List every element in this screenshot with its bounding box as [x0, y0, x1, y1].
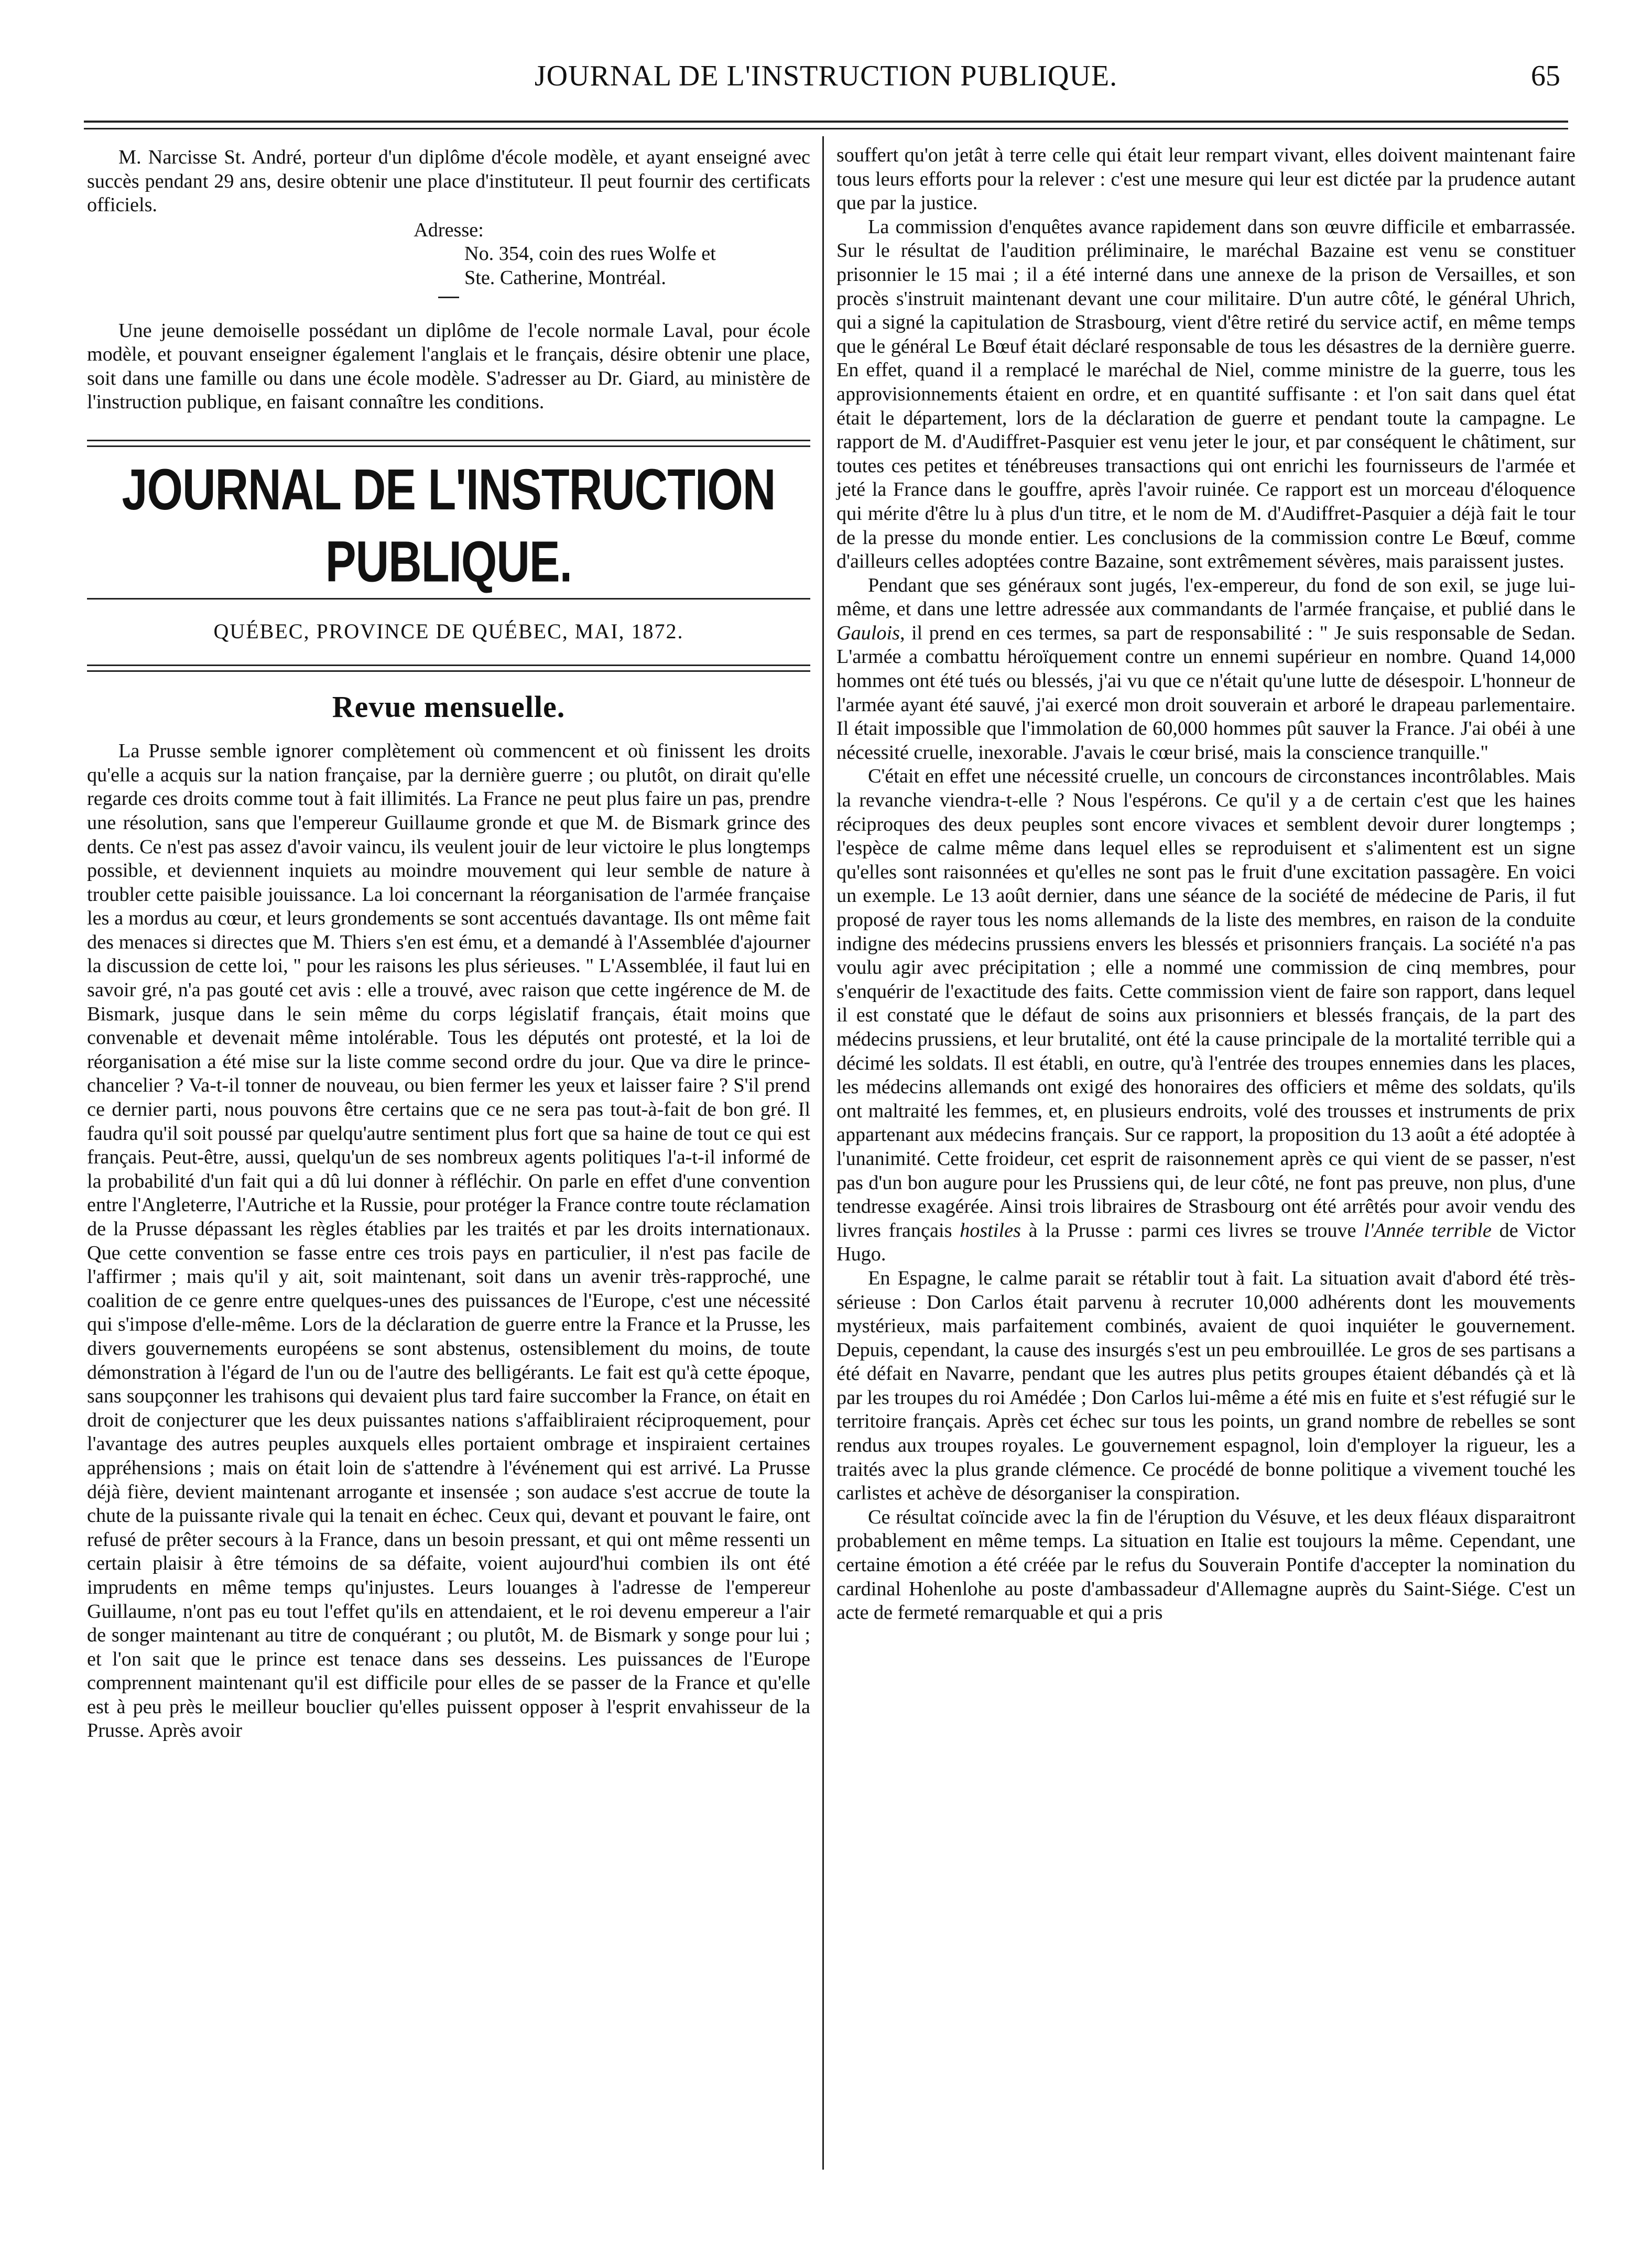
article-paragraph — [836, 574, 1575, 765]
address-line-1: No. 354, coin des rues Wolfe et — [464, 243, 716, 265]
article-paragraph: La Prusse semble ignorer complètement où commencent et où finissent les droits qu'elle a acquis sur la nation française, par la dernière guerre ; ou plutôt, on dirait qu'elle regarde ces droits comme tout à fait illimités. La France ne peut plus faire un pas, prendre une résolution, sans que l'empereur Guillaume gronde et que M. de Bismark grince des dents. Ce n'est pas assez d'avoir vaincu, ils veulent jouir de leur victoire le plus longtemps possible, et deviennent inquiets au moindre mouvement qui leur semble de nature à troubler cette paisible jouissance. La loi concernant la réorganisation de l'armée française les a mordus au cœur, et leurs grondements se sont accentués davantage. Ils ont même fait des menaces si directes que M. Thiers s'en est ému, et a demandé à l'Assemblée d'ajourner la discussion de cette loi, " pour les raisons les plus sérieuses. " L'Assemblée, il faut lui en savoir gré, n'a pas gouté cet avis : elle a trouvé, avec raison que cette ingérence de M. de Bismark, jusque dans le sein même du corps législatif français, était moins que convenable et devenait même intolérable. Tous les députés ont protesté, et la loi de réorganisation a été mise sur la liste comme second ordre du jour. Que va dire le prince-chancelier ? Va-t-il tonner de nouveau, ou bien fermer les yeux et laisser faire ? S'il prend ce dernier parti, nous pouvons être certains que ce ne sera pas tout-à-fait de bon gré. Il faudra qu'il soit poussé par quelqu'autre sentiment plus fort que sa haine de tout ce qui est français. Peut-être, aussi, quelqu'un de ses nombreux agents politiques l'a-t-il informé de la probabilité d'un fait qui a dû lui donner à réfléchir. On parle en effet d'une convention entre l'Angleterre, l'Autriche et la Russie, pour protéger la France contre toute réclamation de la Prusse dépassant les règles établies par les traités et par les droits internationaux. Que cette convention se fasse entre ces trois pays en particulier, il n'est pas facile de l'affirmer ; mais qu'il y ait, soit maintenant, soit dans un avenir très-rapproché, une coalition de ce genre entre quelques-unes des puissances de l'Europe, c'est une nécessité qui s'impose d'elle-même. Lors de la déclaration de guerre entre la France et la Prusse, les divers gouvernements européens se sont abstenus, ostensiblement du moins, de toute démonstration à l'égard de l'un ou de l'autre des belligérants. Le fait est qu'à cette époque, sans soupçonner les trahisons qui devaient plus tard faire succomber la France, on était en droit de conjecturer que les deux puissantes nations s'affaibliraient réciproquement, pour l'avantage des autres peuples auxquels elles portaient ombrage et inspiraient certaines appréhensions ; mais on était loin de s'attendre à l'événement qui est arrivé. La Prusse déjà fière, devient maintenant arrogante et insensée ; son audace s'est accrue de toute la chute de la puissante rivale qui la tenait en échec. Ceux qui, devant et pouvant le faire, ont refusé de prêter secours à la France, dans un besoin pressant, et qui ont même ressenti un certain plaisir à être témoins de sa défaite, voient aujourd'hui combien ils ont été imprudents en même temps qu'injustes. Leurs louanges à l'adresse de l'empereur Guillaume, n'ont pas eu tout l'effet qu'ils en attendaient, et le roi devenu empereur a l'air de songer maintenant au titre de conquérant ; ou plutôt, M. de Bismark y songe pour lui ; et l'on sait que le prince est tenace dans ses desseins. Les puissances de l'Europe comprennent maintenant qu'il est difficile pour elles de se passer de la France et qu'elle est à peu près le meilleur bouclier qu'elles puissent opposer à l'esprit envahisseur de la Prusse. Après avoir — [87, 740, 810, 1742]
text-run: , il prend en ces termes, sa part de responsabilité : " Je suis responsable de Sedan. L'armée a combattu héroïquement contre un ennemi supérieur en nombre. Quand 14,000 hommes ont été tués ou blessés, j'ai vu que ce n'était qu'une lutte de désespoir. L'honneur de l'armée ayant été sauvé, j'ai exercé mon droit souverain et arboré le drapeau parlementaire. Il était impossible que l'immolation de 60,000 hommes pût sauver la France. J'ai obéi à une nécessité cruelle, inexorable. J'avais le cœur brisé, mais la conscience tranquille." — [836, 622, 1575, 764]
dateline: QUÉBEC, PROVINCE DE QUÉBEC, MAI, 1872. — [213, 619, 684, 643]
dateline-double-rule — [87, 665, 810, 672]
header-rule-bottom — [84, 128, 1568, 129]
article-paragraph: Ce résultat coïncide avec la fin de l'éruption du Vésuve, et les deux fléaux disparaitront probablement en même temps. La situation en Italie est toujours la même. Cependant, une certaine émotion a été créée par le refus du Souverain Pontife d'accepter la nomination du cardinal Hohenlohe au poste d'ambassadeur d'Allemagne auprès du Saint-Siége. C'est un acte de fermeté remarquable et qui a pris — [836, 1506, 1575, 1624]
address-label: Adresse: — [414, 219, 484, 241]
article-paragraph: La commission d'enquêtes avance rapidement dans son œuvre difficile et embarrassée. Sur le résultat de l'audition préliminaire, le maréchal Bazaine est venu se constituer prisonnier le 15 mai ; il a été interné dans une annexe de la prison de Versailles, et son procès s'instruit maintenant devant une cour militaire. D'un autre côté, le général Uhrich, qui a signé la capitulation de Strasbourg, vient d'être retiré du service actif, en même temps que le général Le Bœuf était déclaré responsable de tous les désastres de la dernière guerre. En effet, quand il a remplacé le maréchal de Niel, comme ministre de la guerre, tous les approvisionnements étaient en ordre, et en quantité suffisante : et l'on sait dans quel état était le département, lors de la déclaration de guerre et pendant toute la campagne. Le rapport de M. d'Audiffret-Pasquier est venu jeter le jour, et par conséquent le châtiment, sur toutes ces petites et ténébreuses transactions qui ont enrichi les fournisseurs de l'armée et jeté la France dans le gouffre, après l'avoir ruinée. Ce rapport est un morceau d'éloquence qui mérite d'être lu à plus d'un titre, et le nom de M. d'Audiffret-Pasquier a déjà fait le tour de la presse du monde entier. Les conclusions de la commission contre Le Bœuf, comme d'ailleurs celles adoptées contre Bazaine, sont extrêmement sévères, mais paraissent justes. — [836, 215, 1575, 573]
notice-demoiselle: Une jeune demoiselle possédant un diplôme de l'ecole normale Laval, pour école modèle, et pouvant enseigner également l'anglais et le français, désire obtenir une place, soit dans une famille ou dans une école modèle. S'adresser au Dr. Giard, au ministère de l'instruction publique, en faisant connaître les conditions. — [87, 319, 810, 413]
newspaper-name: Gaulois — [836, 622, 900, 644]
right-column — [836, 144, 1575, 1625]
address-line-2: Ste. Catherine, Montréal. — [464, 266, 666, 289]
article-paragraph — [836, 765, 1575, 1266]
page-number: 65 — [1531, 60, 1560, 92]
article-paragraph: En Espagne, le calme parait se rétablir tout à fait. La situation avait d'abord été très-sérieuse : Don Carlos était parvenu à recruter 10,000 adhérents dont les mouvements mystérieux, mais parfaitement combinés, avaient de quoi inquiéter le gouvernement. Depuis, cependant, la cause des insurgés s'est un peu embrouillée. Le gros de ses partisans a été défait en Navarre, pendant que les autres plus petits groupes étaient débandés çà et là par les troupes du roi Amédée ; Don Carlos lui-même a été mis en fuite et s'est réfugié sur le territoire français. Après cet échec sur tous les points, un grand nombre de rebelles se sont rendus aux troupes royales. Le gouvernement espagnol, loin d'employer la rigueur, les a traités avec la plus grande clémence. Ce procédé de bonne politique a vivement touché les carlistes et achève de désorganiser la conspiration. — [836, 1267, 1575, 1505]
text-run: C'était en effet une nécessité cruelle, un concours de circonstances incontrôlables. Mais la revanche viendra-t-elle ? Nous l'espérons. Ce qu'il y a de certain c'est que les haines réciproques des deux peuples sont encore vivaces et semblent devoir durer longtemps ; l'espèce de calme même dans lequel elles se reproduisent et s'alimentent est un signe qu'elles sont raisonnées et qu'elles ne sont pas le fruit d'une excitation passagère. En voici un exemple. Le 13 août dernier, dans une séance de la société de médecine de Paris, il fut proposé de rayer tous les noms allemands de la liste des membres, en raison de la conduite indigne des médecins prussiens envers les blessés et prisonniers français. La société n'a pas voulu agir avec précipitation ; elle a nommé une commission de cinq membres, pour s'enquérir de l'exactitude des faits. Cette commission vient de faire son rapport, dans lequel il est constaté que le défaut de soins aux prisonniers et blessés français, de la part des médecins prussiens, et leur brutalité, ont été la cause principale de la mortalité terrible qui a décimé les soldats. Il est établi, en outre, qu'à l'entrée des troupes ennemies dans les places, les médecins allemands ont exigé des honoraires des officiers et même des soldats, qu'ils ont maltraité les femmes, et, en plusieurs endroits, volé des trousses et instruments de prix appartenant aux médecins français. Sur ce rapport, la proposition du 13 août a été adoptée à l'unanimité. Cette froideur, cet esprit de raisonnement après ce qui vient de se passer, n'est pas d'un bon augure pour les Prussiens qui, de leur côté, ne font pas preuve, non plus, d'une tendresse exagérée. Ainsi trois libraires de Strasbourg ont été arrêtés pour avoir vendu des livres français — [836, 765, 1575, 1242]
text-run: à la Prusse : parmi ces livres se trouve — [1020, 1219, 1364, 1242]
separator-dash — [438, 297, 459, 298]
article-paragraph-continued: souffert qu'on jetât à terre celle qui était leur rempart vivant, elles doivent maintenant faire tous leurs efforts pour la relever : c'est une mesure qui leur est dictée par la prudence autant que par la justice. — [836, 144, 1575, 214]
book-title: l'Année terrible — [1364, 1219, 1492, 1242]
column-divider — [822, 136, 824, 2170]
address-block — [87, 219, 810, 290]
masthead-top-rules — [87, 440, 810, 447]
article-title: Revue mensuelle. — [332, 689, 566, 724]
masthead-title: JOURNAL DE L'INSTRUCTION PUBLIQUE. — [122, 456, 776, 594]
text-run: Pendant que ses généraux sont jugés, l'ex-empereur, du fond de son exil, se juge lui-même, et dans une lettre adressée aux commandants de l'armée française, et publié dans le — [836, 574, 1575, 620]
running-header-title: JOURNAL DE L'INSTRUCTION PUBLIQUE. — [534, 60, 1118, 92]
left-column — [87, 146, 810, 1743]
notice-instituteur: M. Narcisse St. André, porteur d'un diplôme d'école modèle, et ayant enseigné avec succès pendant 29 ans, desire obtenir une place d'instituteur. Il peut fournir des certificats officiels. — [87, 146, 810, 216]
emphasis-text: hostiles — [960, 1219, 1021, 1242]
double-rule — [87, 440, 810, 447]
header-rule-top — [84, 121, 1568, 123]
masthead-rule — [87, 598, 810, 600]
text-run: de Victor Hugo. — [836, 1219, 1575, 1266]
